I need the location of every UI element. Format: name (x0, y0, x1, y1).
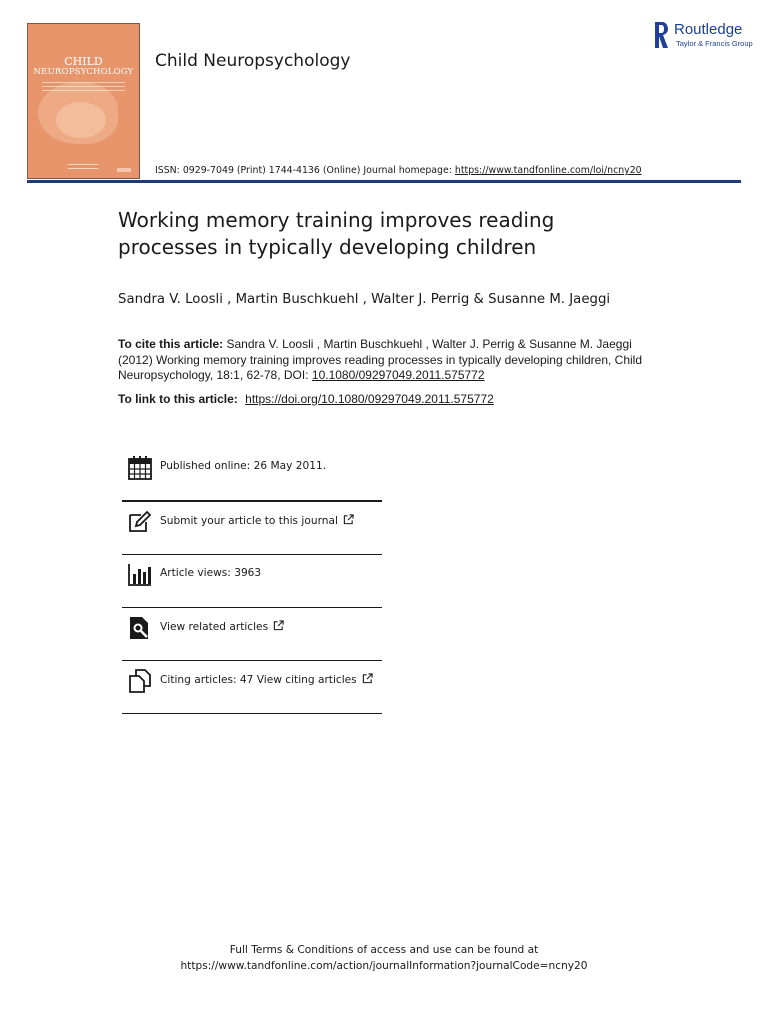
cite-doi-link[interactable]: 10.1080/09297049.2011.575772 (311, 368, 485, 382)
article-views-row (122, 555, 382, 607)
terms-footer (0, 942, 768, 974)
related-articles-text: View related articles (160, 621, 269, 633)
external-link-icon (343, 514, 354, 525)
submit-article-row[interactable] (122, 502, 382, 554)
link-label: To link to this article: (118, 392, 238, 406)
edit-icon (128, 510, 152, 534)
search-document-icon (128, 616, 152, 640)
routledge-r-icon (652, 20, 670, 50)
cover-title-line1: CHILD (64, 55, 103, 68)
article-link-block (118, 392, 494, 406)
journal-cover-image (27, 23, 140, 179)
related-articles-link[interactable] (160, 620, 284, 633)
calendar-icon (128, 456, 152, 480)
article-info-box (122, 448, 382, 714)
published-row (122, 448, 382, 500)
citing-articles-link[interactable] (160, 673, 373, 686)
cover-title-line2: NEUROPSYCHOLOGY (33, 67, 134, 77)
journal-title: Child Neuropsychology (155, 51, 351, 71)
cover-title (28, 56, 139, 78)
cite-label: To cite this article: (118, 337, 224, 351)
cite-text: Sandra V. Loosli , Martin Buschkuehl , Walter J. Perrig & Susanne M. Jaeggi (2012) Working memory training improves reading processes in typically developing children, Child Neuropsychology, 18:1, 62-78, DOI: (118, 337, 643, 382)
info-divider (122, 713, 382, 714)
doi-link[interactable]: https://doi.org/10.1080/09297049.2011.575772 (245, 392, 494, 406)
copy-documents-icon (128, 669, 152, 693)
journal-homepage-link[interactable]: https://www.tandfonline.com/loi/ncny20 (454, 165, 642, 176)
footer-line-1: Full Terms & Conditions of access and use can be found at (229, 944, 539, 956)
bar-chart-icon (128, 563, 152, 587)
published-date: Published online: 26 May 2011. (160, 460, 327, 472)
external-link-icon (273, 620, 284, 631)
publisher-group: Taylor & Francis Group (676, 39, 753, 48)
related-articles-row[interactable] (122, 608, 382, 660)
publisher-name: Routledge (674, 21, 743, 38)
submit-article-text: Submit your article to this journal (160, 515, 338, 527)
submit-article-link[interactable] (160, 514, 354, 527)
citing-articles-row[interactable] (122, 661, 382, 713)
article-title: Working memory training improves reading processes in typically developing children (118, 208, 555, 259)
citing-articles-text: Citing articles: 47 View citing articles (160, 674, 357, 686)
citation-block (118, 337, 658, 384)
footer-terms-link[interactable]: https://www.tandfonline.com/action/journalInformation?journalCode=ncny20 (180, 960, 588, 972)
header-divider (27, 180, 741, 183)
external-link-icon (362, 673, 373, 684)
routledge-logo (652, 20, 752, 52)
issn-text: ISSN: 0929-7049 (Print) 1744-4136 (Online) Journal homepage: (155, 165, 452, 176)
issn-line (155, 165, 642, 176)
article-views: Article views: 3963 (160, 567, 262, 579)
article-authors: Sandra V. Loosli , Martin Buschkuehl , Walter J. Perrig & Susanne M. Jaeggi (118, 292, 611, 307)
